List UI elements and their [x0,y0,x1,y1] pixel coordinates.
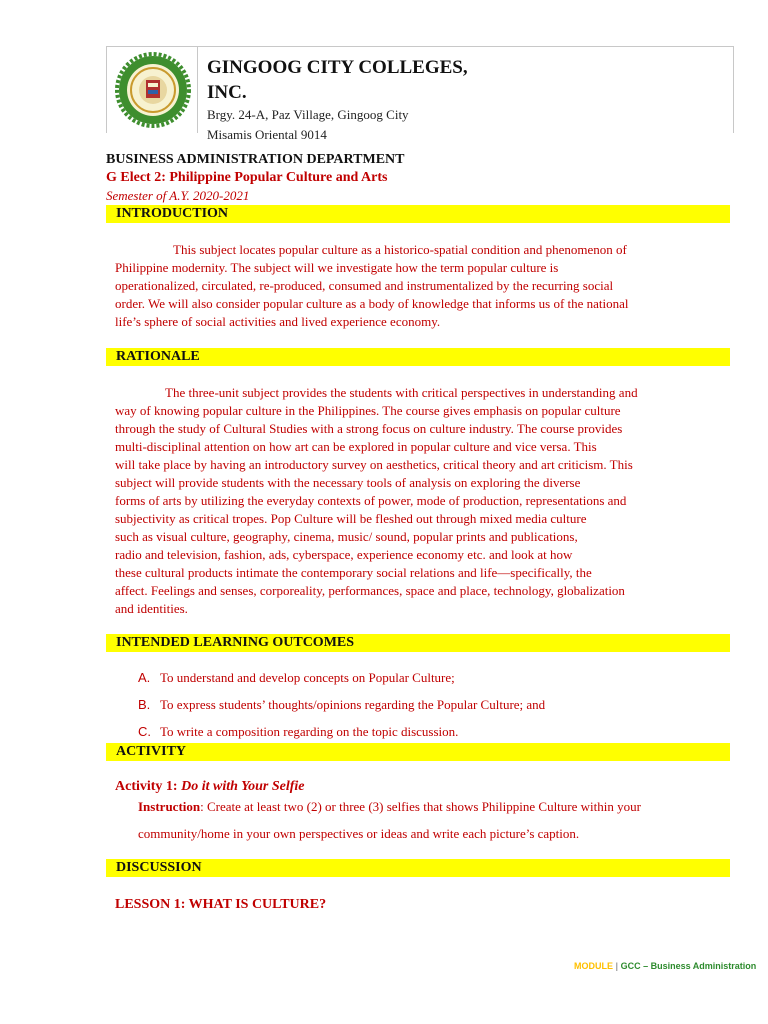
instruction-text: : Create at least two (2) or three (3) selfies that shows Philippine Culture within your [200,799,641,814]
rationale-line: affect. Feelings and senses, corporeality, performances, space and place, technology, globalization [115,583,625,598]
address [207,105,409,145]
rationale-line: will take place by having an introductory survey on aesthetics, critical theory and art criticism. This [115,457,633,472]
instruction-label: Instruction [138,799,201,814]
rationale-line: such as visual culture, geography, cinema, music/ sound, popular prints and publications, [115,529,578,544]
rationale-line: through the study of Cultural Studies with a strong focus on culture industry. The course provides [115,421,623,436]
outcome-letter: B. [138,697,151,712]
address-line: Brgy. 24-A, Paz Village, Gingoog City [207,107,409,122]
rationale-line: The three-unit subject provides the students with critical perspectives in understanding and [165,385,638,400]
intro-line: operationalized, circulated, re-produced, consumed and instrumentalized by the recurring social [115,278,614,293]
rationale-line: these cultural products intimate the contemporary social relations and life—specifically, the [115,565,592,580]
rationale-line: subject will provide students with the necessary tools of analysis on exploring the diverse [115,475,581,490]
intro-line: life’s sphere of social activities and lived experience economy. [115,314,441,329]
rationale-line: forms of arts by utilizing the everyday contexts of power, mode of production, representations and [115,493,627,508]
address-line-cut: Misamis Oriental 9014 [207,127,327,142]
activity-instruction [138,793,738,847]
activity-title-prefix: Activity 1: [115,779,178,794]
footer-module: MODULE [574,961,613,971]
footer-text: GCC – Business Administration [620,961,757,971]
activity-heading: ACTIVITY [106,743,730,761]
rationale-paragraph [115,384,722,618]
introduction-heading: INTRODUCTION [106,205,730,223]
introduction-paragraph [115,241,722,331]
page-footer [574,961,756,971]
outcome-text: To write a composition regarding on the topic discussion. [160,724,459,739]
rationale-line: multi-disciplinal attention on how art can be explored in popular culture and vice versa. This [115,439,597,454]
outcome-text: To understand and develop concepts on Popular Culture; [160,670,455,685]
rationale-line: subjectivity as critical tropes. Pop Culture will be fleshed out through mixed media culture [115,511,587,526]
footer-separator: | [615,961,619,971]
outcome-text: To express students’ thoughts/opinions regarding the Popular Culture; and [160,697,546,712]
semester-label: Semester of A.Y. 2020-2021 [106,188,250,203]
org-name [207,55,468,105]
intro-line: This subject locates popular culture as a historico-spatial condition and phenomenon of [173,242,627,257]
outcome-item [138,670,455,686]
college-seal-icon [113,50,193,130]
rationale-line: and identities. [115,601,188,616]
org-name-line2: INC. [207,82,247,103]
outcome-item [138,697,545,713]
intro-line: order. We will also consider popular culture as a body of knowledge that informs us of the national [115,296,629,311]
org-name-line1: GINGOOG CITY COLLEGES, [207,57,468,78]
activity-title-name: Do it with Your Selfie [181,779,305,794]
discussion-heading: DISCUSSION [106,859,730,877]
rationale-line: way of knowing popular culture in the Philippines. The course gives emphasis on popular culture [115,403,621,418]
lesson-title: LESSON 1: WHAT IS CULTURE? [115,897,327,912]
course-title: G Elect 2: Philippine Popular Culture and Arts [106,170,388,185]
instruction-line [138,793,738,820]
outcomes-heading: INTENDED LEARNING OUTCOMES [106,634,730,652]
header-box [106,46,734,142]
outcome-letter: C. [138,724,151,739]
outcome-letter: A. [138,670,151,685]
outcome-item [138,724,458,740]
rationale-line: radio and television, fashion, ads, cyberspace, experience economy etc. and look at how [115,547,573,562]
college-logo-cell [107,47,198,133]
instruction-line-2: community/home in your own perspectives or ideas and write each picture’s caption. [138,826,580,841]
rationale-heading: RATIONALE [106,348,730,366]
intro-line: Philippine modernity. The subject will we investigate how the term popular culture is [115,260,559,275]
department-title: BUSINESS ADMINISTRATION DEPARTMENT [106,152,405,167]
